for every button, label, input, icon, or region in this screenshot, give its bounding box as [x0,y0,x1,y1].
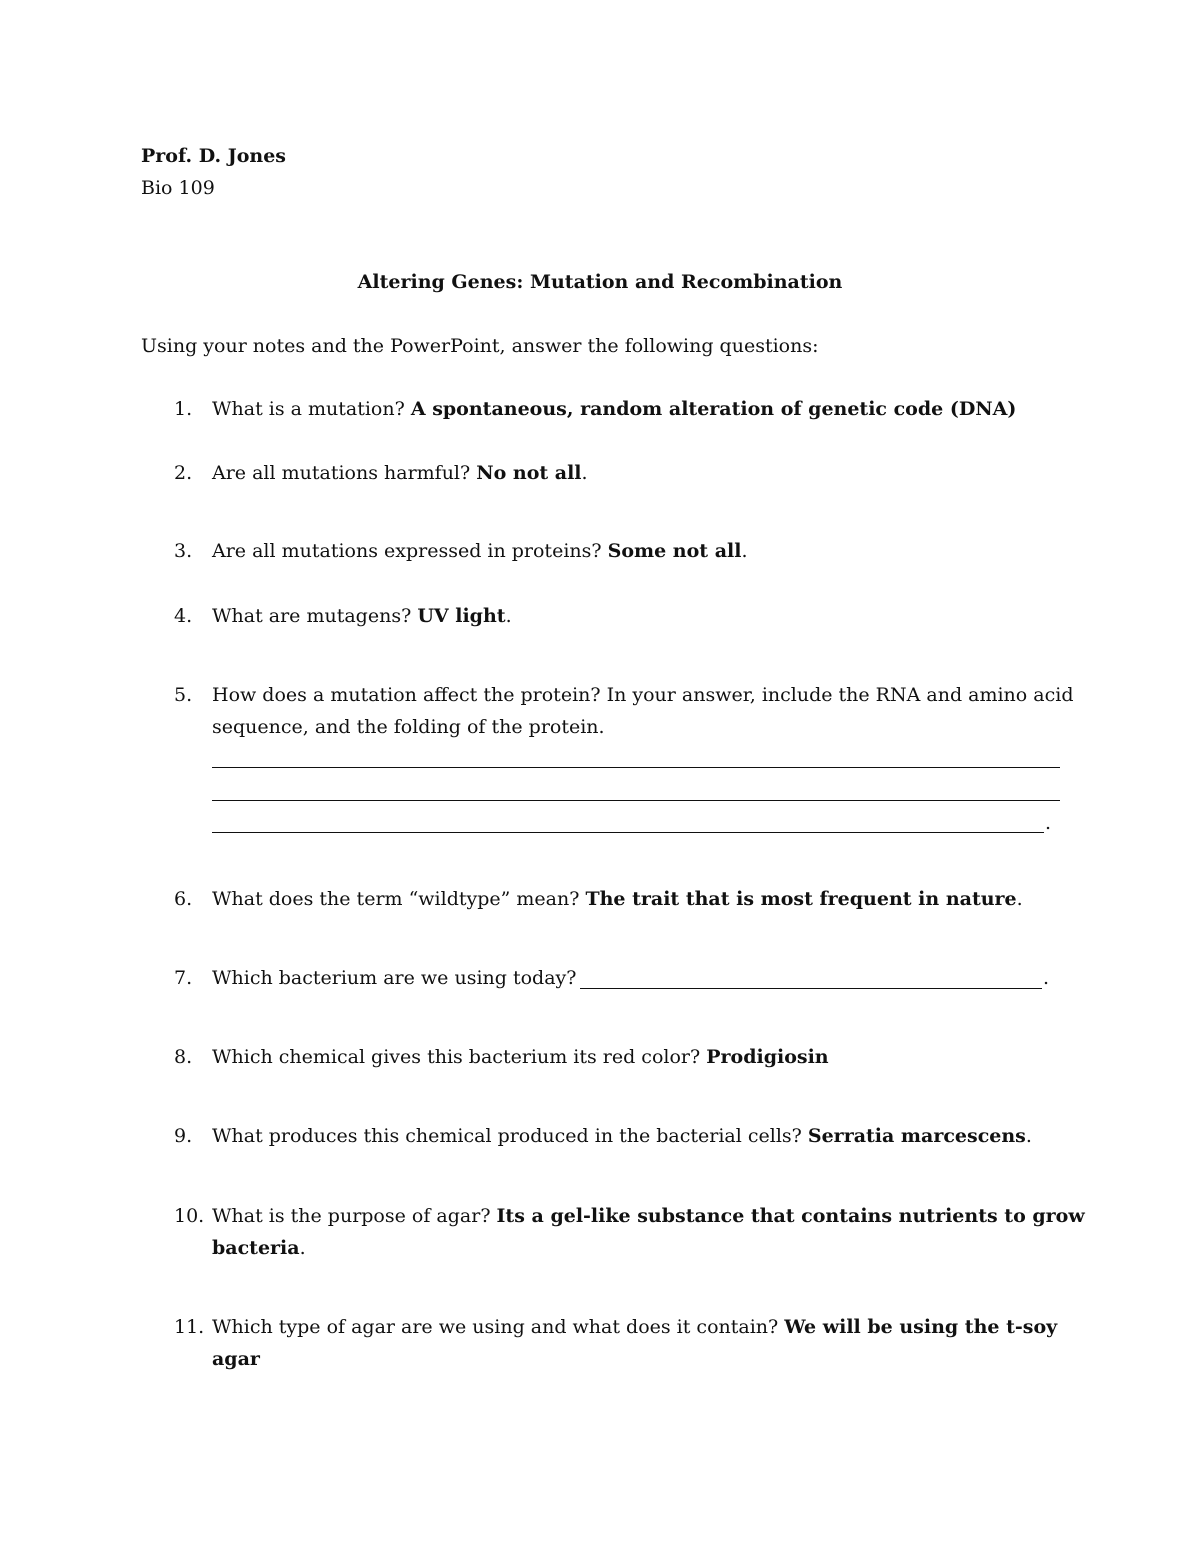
question-line [212,1046,829,1068]
question-line [212,605,512,627]
question-text: Which type of agar are we using and what does it contain? [212,1316,785,1338]
question-number: 9. [174,1125,193,1147]
question-line [212,1205,1085,1227]
answer-tail: . [299,1237,306,1259]
blank-end-period: . [1043,967,1050,989]
answer-text: Some not all [607,540,742,562]
question-text: Are all mutations expressed in proteins? [212,540,608,562]
question-text: What are mutagens? [212,605,418,627]
answer-text: Its a gel-like substance that contains nutrients to grow [496,1205,1085,1227]
answer-blank-line[interactable] [212,832,1044,833]
question-line [212,540,747,562]
question-number: 10. [174,1205,205,1227]
question-number: 8. [174,1046,193,1068]
blank-end-period: . [1045,812,1052,834]
question-line [212,684,1074,706]
answer-tail: . [581,462,588,484]
answer-blank-line[interactable] [212,767,1060,768]
question-line [212,462,588,484]
question-number: 6. [174,888,193,910]
question-line [212,1316,1057,1338]
question-number: 4. [174,605,193,627]
instructions: Using your notes and the PowerPoint, answer the following questions: [141,335,819,357]
answer-text: agar [212,1348,260,1370]
answer-tail: . [1025,1125,1032,1147]
answer-text: UV light [417,605,506,627]
question-text: What does the term “wildtype” mean? [212,888,586,910]
question-line [212,716,605,738]
answer-tail: . [1016,888,1023,910]
question-text: sequence, and the folding of the protein. [212,716,605,738]
question-number: 2. [174,462,193,484]
answer-text: The trait that is most frequent in nature [585,888,1017,910]
question-text: Are all mutations harmful? [212,462,477,484]
answer-tail: . [505,605,512,627]
question-text: Which chemical gives this bacterium its red color? [212,1046,707,1068]
question-number: 5. [174,684,193,706]
answer-text: We will be using the t-soy [784,1316,1058,1338]
answer-text: A spontaneous, random alteration of genetic code (DNA) [410,398,1017,420]
question-number: 7. [174,967,193,989]
question-number: 3. [174,540,193,562]
answer-blank-line[interactable] [580,988,1042,989]
answer-text: bacteria [212,1237,300,1259]
question-text: What is the purpose of agar? [212,1205,497,1227]
answer-text: Prodigiosin [706,1046,829,1068]
question-line [212,398,1016,420]
worksheet-title: Altering Genes: Mutation and Recombination [357,271,843,293]
question-text: Which bacterium are we using today? [212,967,577,989]
answer-blank-line[interactable] [212,800,1060,801]
question-line [212,1125,1032,1147]
question-line [212,888,1023,910]
question-text: What produces this chemical produced in the bacterial cells? [212,1125,808,1147]
course-code: Bio 109 [141,177,215,199]
answer-text: No not all [476,462,582,484]
question-line [212,1348,260,1370]
professor-name: Prof. D. Jones [141,145,286,167]
question-line [212,967,576,989]
question-text: How does a mutation affect the protein? In your answer, include the RNA and amino acid [212,684,1074,706]
question-text: What is a mutation? [212,398,411,420]
question-number: 1. [174,398,193,420]
answer-text: Serratia marcescens [807,1125,1026,1147]
question-line [212,1237,306,1259]
answer-tail: . [741,540,748,562]
question-number: 11. [174,1316,205,1338]
